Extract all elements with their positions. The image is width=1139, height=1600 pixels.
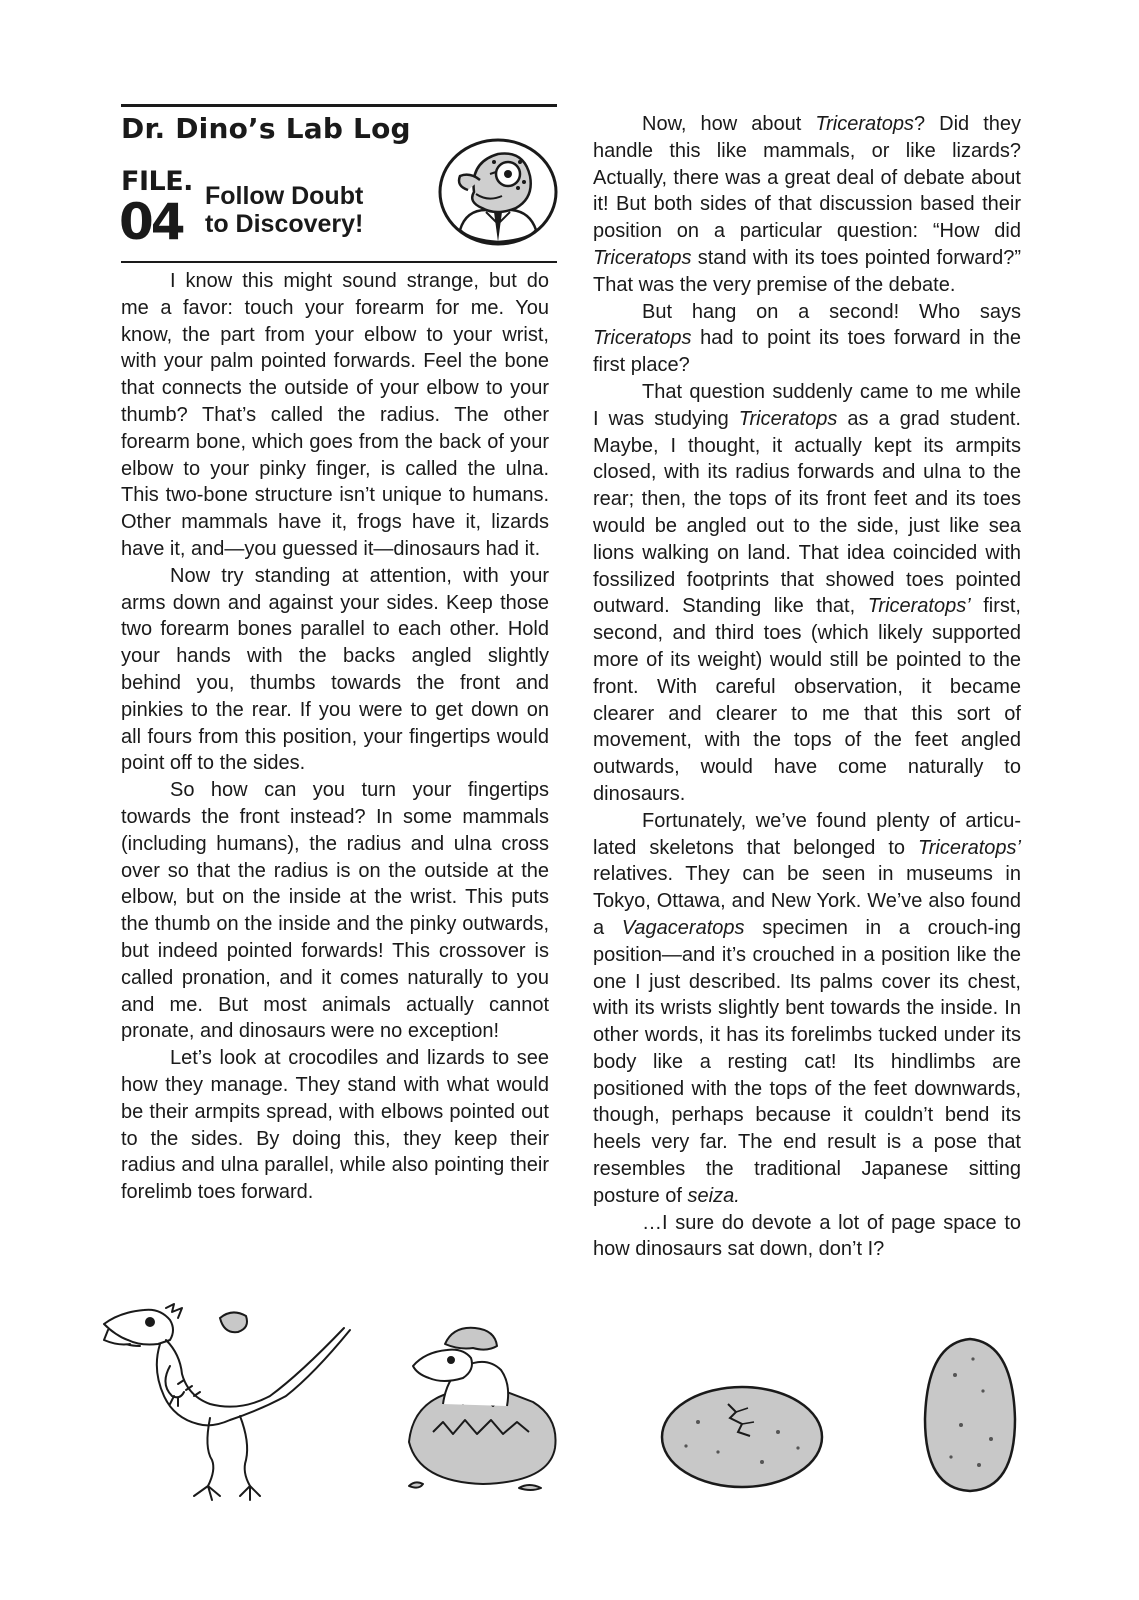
hatchling-illustration — [403, 1322, 563, 1494]
article-right-column — [593, 111, 1021, 1263]
raptor-illustration — [100, 1300, 360, 1515]
species-name: Triceratops’ — [918, 836, 1021, 859]
file-subtitle-line2: to Discovery! — [205, 210, 364, 238]
paragraph-attention: Now try standing at attention, with your arms down and against your sides. Keep those two forearm bones parallel to each other. Hold your hands with the backs angled slightly behind you, thumbs towards the front and pinkies to the rear. If you were to get down on all fours from this position, your fingertips would point off to the sides. — [121, 564, 549, 775]
text-run: Now, how about — [642, 113, 816, 135]
paragraph-skeletons — [593, 808, 1021, 1210]
text-run: But hang on a second! Who says — [642, 300, 1021, 323]
series-title: Dr. Dino’s Lab Log — [121, 112, 411, 145]
dinosaur-professor-icon — [436, 132, 560, 256]
text-run: had to point its toes forward in the first place? — [593, 327, 1021, 377]
paragraph-pronation: So how can you turn your fingertips towards the front instead? In some mammals (including humans), the radius and ulna cross over so that the radius is on the outside at the elbow, but on the inside at the wrist. This puts the thumb on the inside and the pinky outwards, but indeed pointed forwards! This crossover is called pronation, and it comes naturally to you and me. But most animals actually cannot pronate, and dinosaurs were no exception! — [121, 779, 549, 1043]
upright-egg-illustration — [921, 1335, 1019, 1495]
paragraph-hang-on — [593, 299, 1021, 379]
file-number: 04 — [119, 193, 183, 251]
species-name: Triceratops — [593, 327, 692, 350]
species-name: Triceratops’ — [867, 595, 971, 618]
species-name: Triceratops — [815, 113, 914, 135]
file-label: FILE. — [121, 166, 193, 197]
paragraph-crocodiles: Let’s look at crocodiles and lizards to see how they manage. They stand with what would be their armpits spread, with elbows pointed out to the sides. By doing this, they keep their radius and ulna parallel, while also pointing their forelimb toes forward. — [121, 1047, 549, 1204]
article-left-column — [121, 268, 549, 1206]
text-run: first, second, and third toes (which likely supported more of its weight) would still be pointed to the front. With careful observation, it became clearer and clearer to me that this sort of movement, with the tops of the feet angled outwards, would have come naturally to dinosaurs. — [593, 595, 1021, 805]
header-bottom-rule — [121, 261, 557, 263]
text-run: specimen in a crouch-ing position—and it’s crouched in a position like the one I just described. Its palms cover its chest, with its wrists slightly bent towards the inside. In other words, it has its forelimbs tucked under its body like a resting cat! Its hindlimbs are positioned with the tops of the feet downwards, though, perhaps because it couldn’t bend its heels very far. The end result is a pose that resembles the traditional Japanese sitting posture of — [593, 916, 1021, 1207]
paragraph-forearm: I know this might sound strange, but do me a favor: touch your forearm for me. You know, the part from your elbow to your wrist, with your palm pointed forwards. Feel the bone that connects the outside of your elbow to your thumb? That’s called the radius. The other forearm bone, which goes from the back of your elbow to your pinky finger, is called the ulna. This two-bone structure isn’t unique to humans. Other mammals have it, frogs have it, lizards have it, and—you guessed it—dinosaurs had it. — [121, 270, 549, 560]
text-run: relatives. They can be seen in museums in Tokyo, Ottawa, and New York. We’ve also found a — [593, 863, 1021, 939]
species-name: Vagaceratops — [621, 916, 745, 939]
file-subtitle-line1: Follow Doubt — [205, 182, 364, 210]
file-subtitle — [205, 182, 405, 238]
text-run: stand with its toes pointed forward?” That was the very premise of the debate. — [593, 246, 1021, 296]
paragraph-grad-student — [593, 379, 1021, 808]
species-name: Triceratops — [593, 246, 692, 269]
cracked-egg-illustration — [658, 1382, 826, 1492]
paragraph-triceratops-debate — [593, 111, 1021, 299]
text-run: Fortunately, we’ve found plenty of articu-lated skeletons that belonged to — [593, 809, 1021, 859]
header-top-rule — [121, 104, 557, 107]
text-run: as a grad student. Maybe, I thought, it actually kept its armpits closed, with its radius forwards and ulna to the rear; then, the tops of its front feet and its toes would be angled out to the side, just like sea lions walking on land. That idea coincided with fossilized footprints that showed toes pointed outward. Standing like that, — [593, 407, 1021, 618]
paragraph-closing: …I sure do devote a lot of page space to how dinosaurs sat down, don’t I? — [593, 1211, 1021, 1261]
text-run: ? Did they handle this like mammals, or like lizards? Actually, there was a great deal of debate about it! But both sides of that discussion based their position on a particular question: “How did — [593, 113, 1021, 243]
text-run: That question suddenly came to me while I was studying — [593, 380, 1021, 430]
species-name: Triceratops — [738, 407, 838, 430]
term-seiza: seiza. — [687, 1184, 740, 1207]
